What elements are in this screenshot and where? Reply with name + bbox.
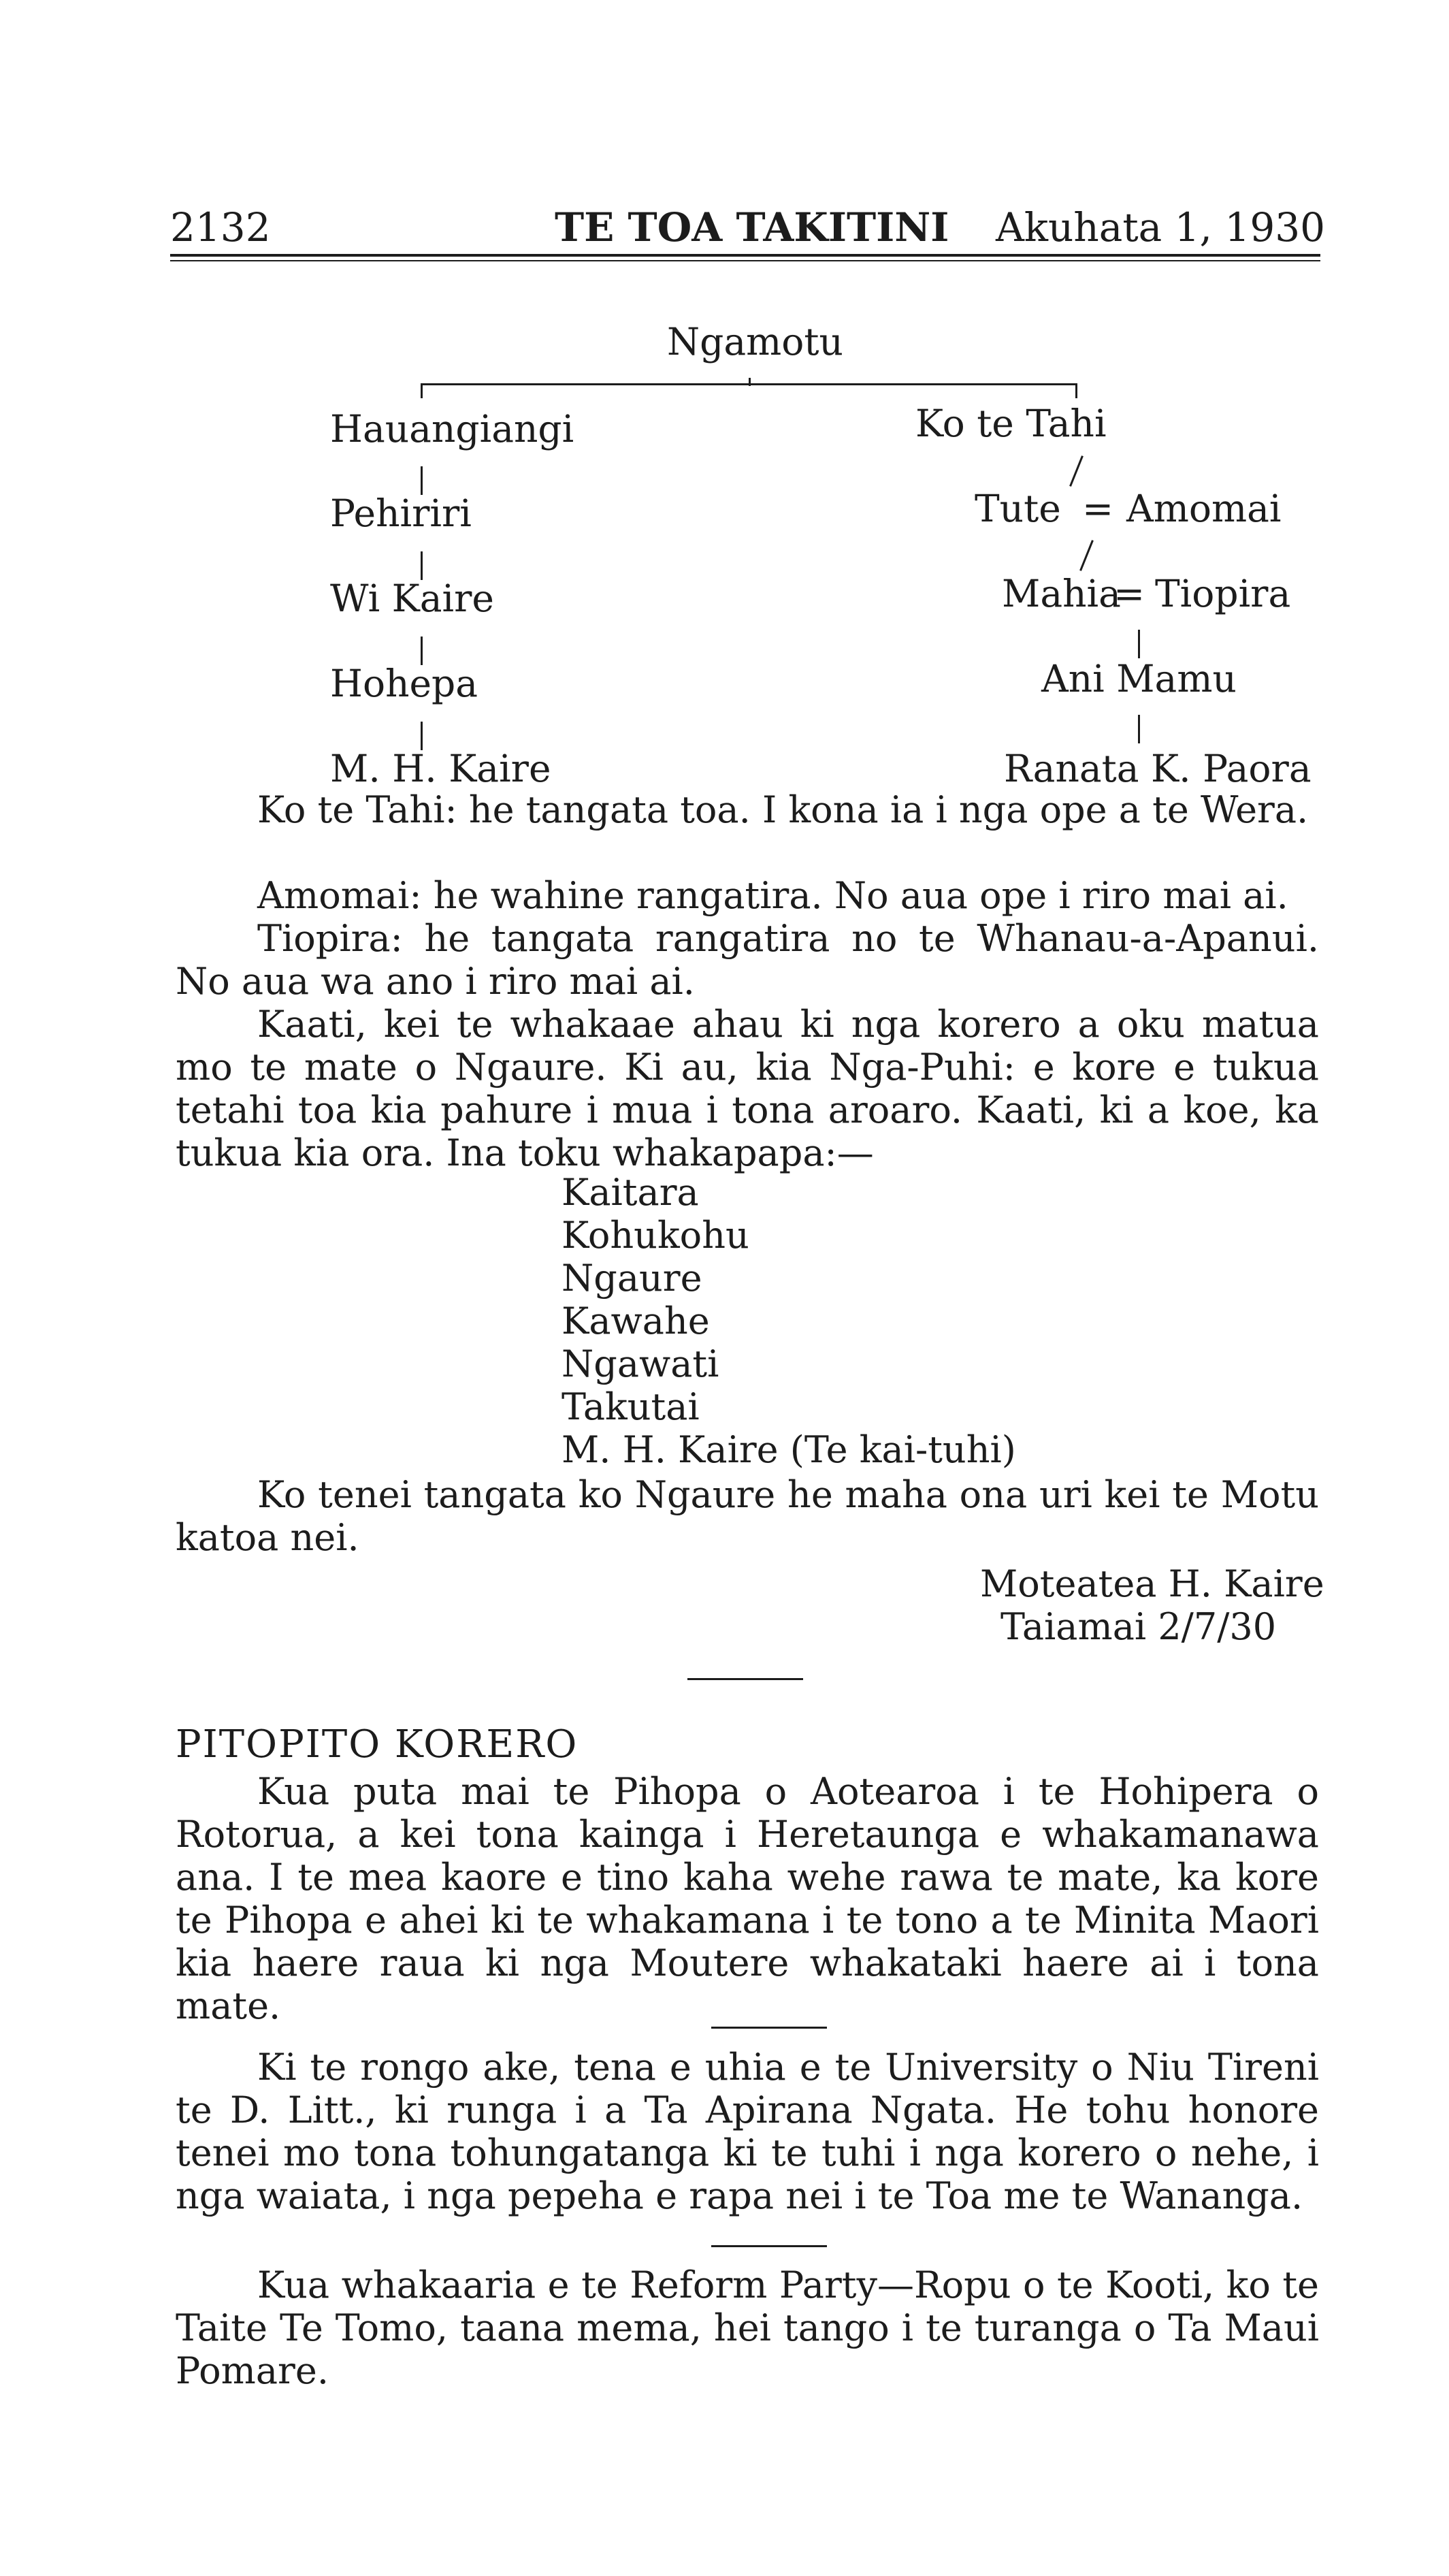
pedigree-item: Ngaure — [561, 1257, 702, 1300]
genealogy-root: Ngamotu — [667, 320, 843, 364]
left-link-3 — [421, 637, 423, 665]
section-divider — [687, 1678, 803, 1680]
right-gen-ranata: Ranata K. Paora — [1004, 747, 1312, 790]
news-divider-2 — [711, 2245, 827, 2247]
left-link-4 — [421, 722, 423, 750]
page-number: 2132 — [170, 204, 271, 251]
letter-para-1: Ko te Tahi: he tangata toa. I kona ia i nga ope a te Wera. — [257, 788, 1309, 831]
right-gen-ko-te-tahi: Ko te Tahi — [915, 402, 1107, 445]
chart-right-connector — [1075, 383, 1077, 398]
pedigree-item: Takutai — [561, 1385, 700, 1428]
letter-para-3: Tiopira: he tangata rangatira no te Whanau-a-Apanui. No aua wa ano i riro mai ai. — [176, 917, 1319, 1003]
pedigree-item: Kohukohu — [561, 1214, 749, 1257]
marriage-sign-1: = — [1082, 487, 1114, 530]
news-item-2: Ki te rongo ake, tena e uhia e te University o Niu Tireni te D. Litt., ki runga i a Ta Apirana Ngata. He tohu honore tenei mo tona tohungatanga ki te tuhi i nga korero o nehe, i nga waiata, i nga pepeha e rapa nei i te Toa me te Wananga. — [176, 2046, 1319, 2217]
right-link-3 — [1138, 630, 1140, 658]
issue-date: Akuhata 1, 1930 — [996, 204, 1326, 251]
pedigree-item: Kawahe — [561, 1300, 710, 1342]
letter-para-4: Kaati, kei te whakaae ahau ki nga korero a oku matua mo te mate o Ngaure. Ki au, kia Nga-Puhi: e kore e tukua tetahi toa kia pahure i mua i tona aroaro. Kaati, ki a koe, ka tukua kia ora. Ina toku whakapapa:— — [176, 1003, 1319, 1174]
news-item-3: Kua whakaaria e te Reform Party—Ropu o te Kooti, ko te Taite Te Tomo, taana mema, hei tango i te turanga o Ta Maui Pomare. — [176, 2264, 1319, 2392]
right-gen-mahia: Mahia — [1002, 572, 1121, 615]
news-heading: PITOPITO KORERO — [176, 1722, 579, 1767]
news-divider-1 — [711, 2027, 827, 2029]
left-link-2 — [421, 551, 423, 580]
letter-para-5: Ko tenei tangata ko Ngaure he maha ona uri kei te Motu katoa nei. — [176, 1473, 1319, 1559]
right-gen-ani-mamu: Ani Mamu — [1041, 657, 1237, 701]
pedigree-item: Kaitara — [561, 1171, 699, 1214]
whakapapa-list — [561, 1171, 1016, 1471]
signature-name: Moteatea H. Kaire — [980, 1562, 1324, 1605]
right-gen-tiopira: Tiopira — [1155, 572, 1291, 615]
right-gen-amomai: Amomai — [1126, 487, 1282, 530]
right-link-slash-2 — [1079, 540, 1094, 571]
news-item-1: Kua puta mai te Pihopa o Aotearoa i te Hohipera o Rotorua, a kei tona kainga i Heretaunga e whakamanawa ana. I te mea kaore e tino kaha wehe rawa te mate, ka kore te Pihopa e ahei ki te whakamana i te tono a te Minita Maori kia haere raua ki nga Moutere whakataki haere ai i tona mate. — [176, 1770, 1319, 2027]
left-gen-1: Hauangiangi — [330, 407, 574, 451]
chart-left-connector — [421, 383, 423, 398]
pedigree-item: M. H. Kaire (Te kai-tuhi) — [561, 1428, 1016, 1471]
right-gen-tute: Tute — [975, 487, 1061, 530]
left-link-1 — [421, 466, 423, 495]
chart-root-connector — [749, 378, 751, 386]
left-gen-4: Hohepa — [330, 662, 478, 705]
marriage-sign-2: = — [1113, 572, 1145, 615]
left-gen-5: M. H. Kaire — [330, 747, 551, 790]
right-link-slash-1 — [1069, 455, 1084, 487]
header-rule-top — [170, 254, 1320, 257]
letter-para-2: Amomai: he wahine rangatira. No aua ope i riro mai ai. — [257, 874, 1288, 917]
left-gen-3: Wi Kaire — [330, 577, 494, 620]
right-link-4 — [1138, 715, 1140, 743]
pedigree-item: Ngawati — [561, 1342, 719, 1385]
header-rule-bottom — [170, 260, 1320, 261]
journal-title: TE TOA TAKITINI — [555, 204, 949, 251]
left-gen-2: Pehiriri — [330, 492, 472, 535]
signature-place-date: Taiamai 2/7/30 — [1000, 1605, 1277, 1648]
